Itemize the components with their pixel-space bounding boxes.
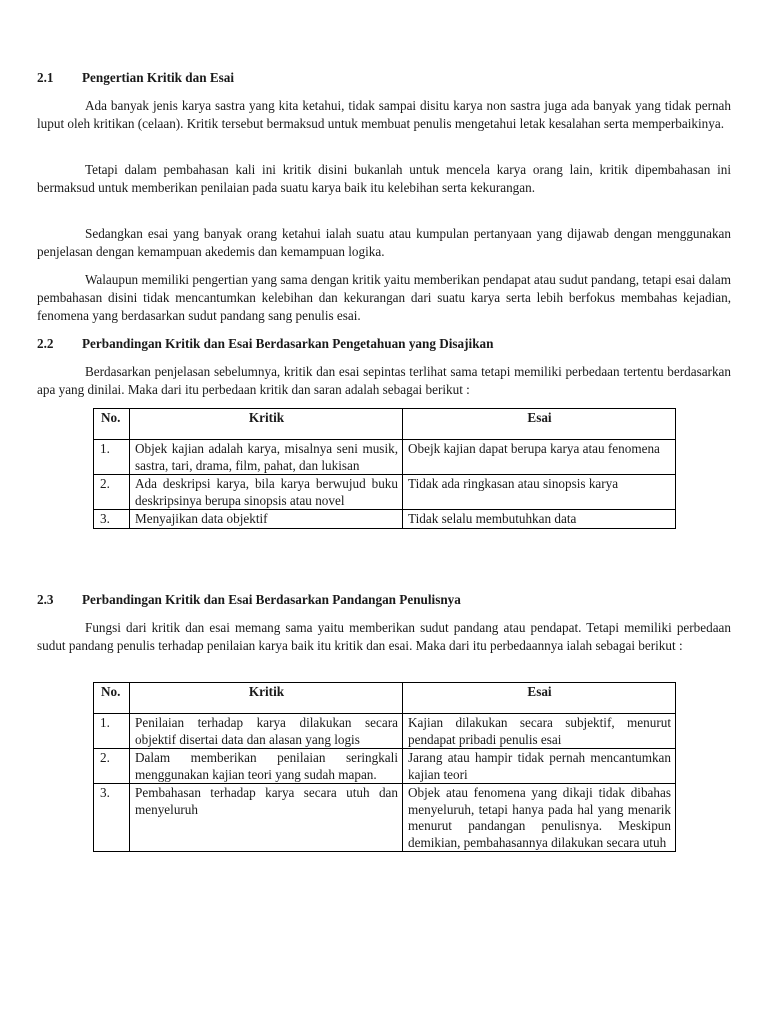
- section-number: 2.3: [37, 592, 54, 607]
- paragraph: Ada banyak jenis karya sastra yang kita ketahui, tidak sampai disitu karya non sastra juga ada banyak yang tidak pernah luput oleh kritikan (celaan). Kritik tersebut bermaksud untuk membuat penulis mengetahui letak kesalahan serta memperbaikinya.: [37, 98, 731, 131]
- comparison-table-viewpoint: [93, 682, 676, 852]
- kritik-cell: Pembahasan terhadap karya secara utuh dan menyeluruh: [130, 784, 403, 852]
- table-row: [94, 475, 676, 510]
- row-number: 2.: [94, 475, 130, 510]
- kritik-cell: Ada deskripsi karya, bila karya berwujud buku deskripsinya berupa sinopsis atau novel: [130, 475, 403, 510]
- section-title: Perbandingan Kritik dan Esai Berdasarkan Pandangan Penulisnya: [82, 592, 461, 607]
- esai-cell: Obejk kajian dapat berupa karya atau fenomena: [403, 440, 676, 475]
- table-row: [94, 510, 676, 529]
- esai-cell: Kajian dilakukan secara subjektif, menurut pendapat pribadi penulis esai: [403, 714, 676, 749]
- section-title: Perbandingan Kritik dan Esai Berdasarkan Pengetahuan yang Disajikan: [82, 336, 494, 351]
- comparison-table-knowledge: [93, 408, 676, 529]
- section-number: 2.1: [37, 70, 54, 85]
- table-header-row: [94, 409, 676, 440]
- table-row: [94, 440, 676, 475]
- paragraph: Berdasarkan penjelasan sebelumnya, kritik dan esai sepintas terlihat sama tetapi memiliki perbedaan tertentu berdasarkan apa yang dinilai. Maka dari itu perbedaan kritik dan saran adalah sebagai berikut :: [37, 364, 731, 397]
- section-number: 2.2: [37, 336, 54, 351]
- kritik-cell: Objek kajian adalah karya, misalnya seni musik, sastra, tari, drama, film, pahat, dan lukisan: [130, 440, 403, 475]
- esai-cell: Jarang atau hampir tidak pernah mencantumkan kajian teori: [403, 749, 676, 784]
- kritik-cell: Penilaian terhadap karya dilakukan secara objektif disertai data dan alasan yang logis: [130, 714, 403, 749]
- row-number: 1.: [94, 440, 130, 475]
- section-heading-2-2: [37, 336, 493, 352]
- row-number: 1.: [94, 714, 130, 749]
- paragraph: Fungsi dari kritik dan esai memang sama yaitu memberikan sudut pandang atau pendapat. Tetapi memiliki perbedaan sudut pandang penulis terhadap penilaian karya baik itu kritik dan esai. Maka dari itu perbedaannya ialah sebagai berikut :: [37, 620, 731, 653]
- section-title: Pengertian Kritik dan Esai: [82, 70, 235, 85]
- table-row: [94, 749, 676, 784]
- section-heading-2-3: [37, 592, 461, 608]
- esai-cell: Tidak ada ringkasan atau sinopsis karya: [403, 475, 676, 510]
- section-heading-2-1: [37, 70, 234, 86]
- esai-cell: Tidak selalu membutuhkan data: [403, 510, 676, 529]
- row-number: 3.: [94, 510, 130, 529]
- row-number: 3.: [94, 784, 130, 852]
- esai-cell: Objek atau fenomena yang dikaji tidak dibahas menyeluruh, tetapi hanya pada hal yang menarik menurut pandangan penulisnya. Meskipun demikian, pembahasannya dilakukan secara utuh: [403, 784, 676, 852]
- header-kritik: Kritik: [130, 683, 403, 714]
- paragraph: Tetapi dalam pembahasan kali ini kritik disini bukanlah untuk mencela karya orang lain, kritik dipembahasan ini bermaksud untuk memberikan penilaian pada suatu karya baik itu kelebihan serta kekurangan.: [37, 162, 731, 195]
- header-no: No.: [94, 409, 130, 440]
- header-no: No.: [94, 683, 130, 714]
- kritik-cell: Dalam memberikan penilaian seringkali menggunakan kajian teori yang sudah mapan.: [130, 749, 403, 784]
- kritik-cell: Menyajikan data objektif: [130, 510, 403, 529]
- paragraph: Walaupun memiliki pengertian yang sama dengan kritik yaitu memberikan pendapat atau sudut pandang, tetapi esai dalam pembahasan disini tidak mencantumkan kelebihan dan kekurangan dari suatu karya serta lebih berfokus membahas kejadian, fenomena yang berdasarkan sudut pandang sang penulis esai.: [37, 272, 731, 323]
- header-esai: Esai: [403, 409, 676, 440]
- header-kritik: Kritik: [130, 409, 403, 440]
- paragraph: Sedangkan esai yang banyak orang ketahui ialah suatu atau kumpulan pertanyaan yang dijawab dengan menggunakan penjelasan dengan kemampuan akedemis dan kemampuan logika.: [37, 226, 731, 259]
- table-row: [94, 714, 676, 749]
- table-header-row: [94, 683, 676, 714]
- header-esai: Esai: [403, 683, 676, 714]
- row-number: 2.: [94, 749, 130, 784]
- table-row: [94, 784, 676, 852]
